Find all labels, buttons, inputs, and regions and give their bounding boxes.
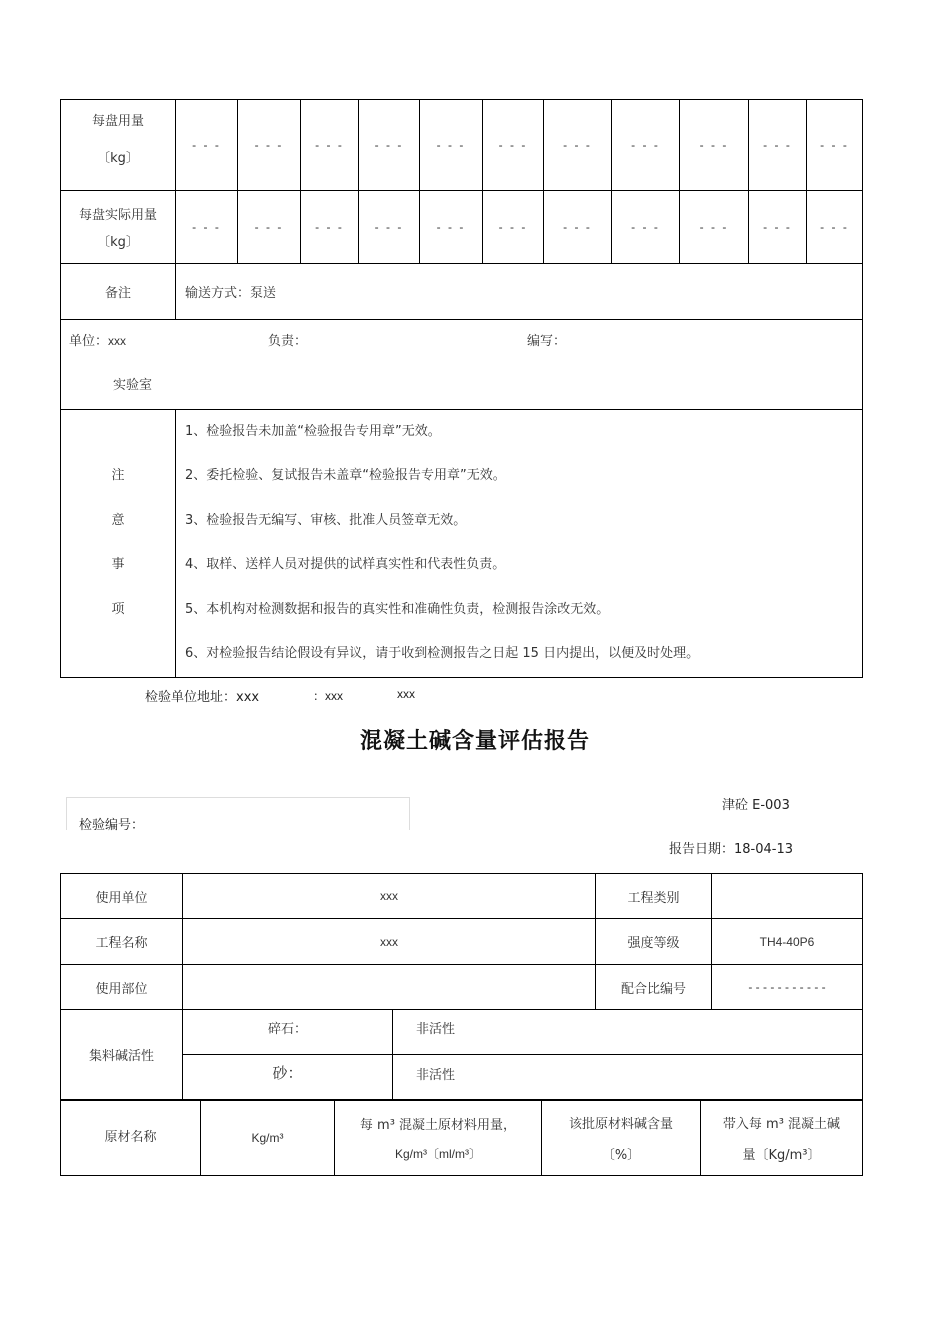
per-batch-usage-label-line1: 每盘用量	[91, 114, 144, 129]
info-table	[60, 873, 863, 1100]
usage-cell: - - -	[176, 100, 238, 191]
note-item: 3、检验报告无编写、审核、批准人员签章无效。	[185, 513, 467, 528]
usage-cell: - - -	[420, 100, 483, 191]
note-item: 6、对检验报告结论假设有异议，请于收到检测报告之日起 15 日内提出，以便及时处理。	[185, 646, 700, 661]
usage-cell: - - -	[544, 100, 612, 191]
unit-label: 单位：	[69, 334, 109, 349]
strength-grade-value: TH4-40P6	[712, 919, 863, 965]
per-m3-usage-line1: 每 m³ 混凝土原材料用量，	[359, 1118, 517, 1133]
note-item: 2、委托检验、复试报告未盖章“检验报告专用章”无效。	[185, 468, 506, 483]
notes-label-cell	[61, 410, 176, 678]
writer-label: 编写：	[527, 334, 567, 349]
report-code: 津砼 E-003	[722, 798, 790, 813]
actual-usage-cell: - - -	[238, 191, 301, 264]
project-name-label: 工程名称	[61, 919, 183, 965]
project-type-value	[712, 874, 863, 919]
use-part-value	[183, 965, 596, 1010]
material-name-label: 原材名称	[61, 1101, 201, 1176]
usage-cell: - - -	[612, 100, 680, 191]
actual-usage-cell: - - -	[612, 191, 680, 264]
per-m3-usage-line2: Kg/m³〔ml/m³〕	[395, 1147, 481, 1161]
inspection-no-box	[66, 797, 410, 833]
brought-alkali-header	[701, 1101, 863, 1176]
batch-alkali-header	[542, 1101, 701, 1176]
batch-alkali-line2: 〔%〕	[601, 1148, 641, 1163]
batch-alkali-line1: 该批原材料碱含量	[568, 1117, 673, 1132]
use-unit-label: 使用单位	[61, 874, 183, 919]
brought-alkali-line2: 量〔Kg/m³〕	[742, 1148, 821, 1163]
actual-usage-cell: - - -	[359, 191, 420, 264]
address-label: 检验单位地址：xxx	[145, 690, 260, 705]
actual-usage-cell: - - -	[420, 191, 483, 264]
actual-usage-cell: - - -	[301, 191, 359, 264]
actual-usage-cell: - - -	[544, 191, 612, 264]
unit-col-label: Kg/m³	[201, 1101, 335, 1176]
use-unit-value: xxx	[183, 874, 596, 919]
strength-grade-label: 强度等级	[596, 919, 712, 965]
notes-char: 意	[111, 513, 125, 528]
actual-usage-cell: - - -	[807, 191, 863, 264]
gravel-label: 碎石：	[183, 1010, 393, 1055]
per-m3-usage-header	[335, 1101, 542, 1176]
remark-label: 备注	[61, 264, 176, 320]
usage-cell: - - -	[238, 100, 301, 191]
usage-table	[60, 99, 863, 678]
report-title: 混凝土碱含量评估报告	[359, 728, 590, 754]
actual-usage-label-line1: 每盘实际用量	[78, 208, 157, 223]
actual-usage-cell: - - -	[749, 191, 807, 264]
sand-value: 非活性	[393, 1055, 863, 1100]
usage-cell: - - -	[680, 100, 749, 191]
report-date: 报告日期：18-04-13	[669, 842, 794, 857]
actual-usage-cell: - - -	[483, 191, 544, 264]
usage-cell: - - -	[483, 100, 544, 191]
use-part-label: 使用部位	[61, 965, 183, 1010]
inspection-no-label: 检验编号：	[79, 818, 145, 833]
unit-field	[69, 330, 126, 349]
address-tail-value: xxx	[397, 687, 415, 701]
per-batch-usage-label	[61, 100, 176, 191]
inspection-address	[145, 686, 259, 705]
notes-list	[176, 410, 863, 678]
brought-alkali-line1: 带入每 m³ 混凝土碱	[722, 1117, 841, 1132]
usage-cell: - - -	[359, 100, 420, 191]
notes-char: 项	[111, 602, 125, 617]
actual-usage-cell: - - -	[176, 191, 238, 264]
mix-no-value: - - - - - - - - - - -	[712, 965, 863, 1010]
lab-label: 实验室	[113, 378, 153, 393]
material-header-table	[60, 1100, 863, 1176]
responsible-label: 负责：	[268, 334, 308, 349]
remark-value: 输送方式：泵送	[176, 264, 863, 320]
usage-cell: - - -	[749, 100, 807, 191]
actual-usage-label	[61, 191, 176, 264]
aggregate-alkali-label: 集料碱活性	[61, 1010, 183, 1100]
note-item: 1、检验报告未加盖“检验报告专用章”无效。	[185, 424, 441, 439]
sand-label: 砂：	[183, 1055, 393, 1100]
per-batch-usage-label-line2: 〔kg〕	[97, 151, 139, 166]
notes-char: 注	[111, 468, 125, 483]
usage-cell: - - -	[301, 100, 359, 191]
actual-usage-label-line2: 〔kg〕	[97, 235, 139, 250]
note-item: 5、本机构对检测数据和报告的真实性和准确性负责，检测报告涂改无效。	[185, 602, 610, 617]
usage-cell: - - -	[807, 100, 863, 191]
project-type-label: 工程类别	[596, 874, 712, 919]
notes-char: 事	[111, 557, 125, 572]
actual-usage-cell: - - -	[680, 191, 749, 264]
note-item: 4、取样、送样人员对提供的试样真实性和代表性负责。	[185, 557, 506, 572]
address-colon-value: ：xxx	[313, 689, 344, 703]
signature-row	[61, 320, 863, 410]
gravel-value: 非活性	[393, 1010, 863, 1055]
unit-value: xxx	[108, 334, 127, 348]
mix-no-label: 配合比编号	[596, 965, 712, 1010]
project-name-value: xxx	[183, 919, 596, 965]
